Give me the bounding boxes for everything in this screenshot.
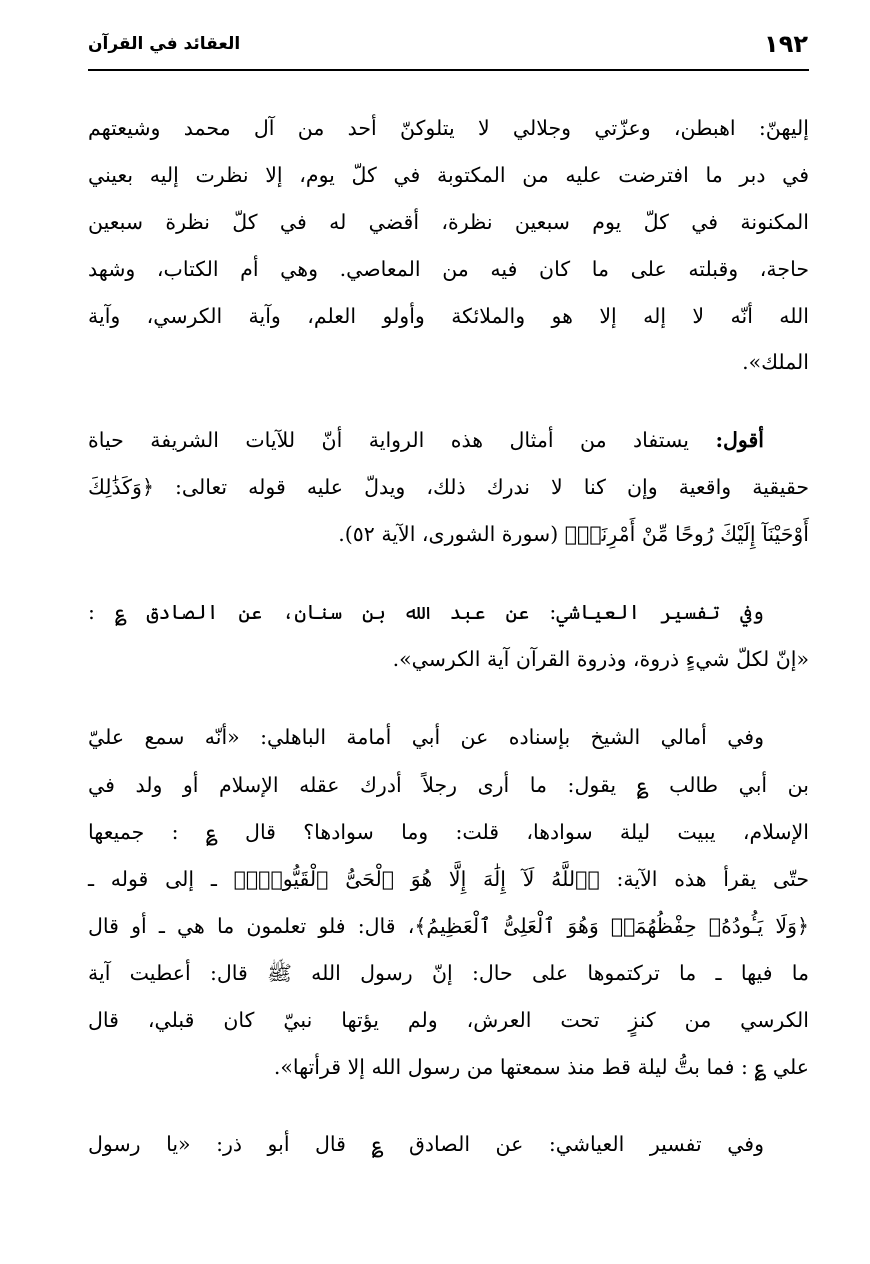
text-line: الله أنّه لا إله إلا هو والملائكة وأولو العلم، وآية الكرسي، وآية xyxy=(88,304,809,328)
text-line: الكرسي من كنزٍ تحت العرش، ولم يؤتها نبيّ كان قبلي، قال xyxy=(88,1008,809,1032)
text-line xyxy=(88,425,764,455)
text-line: إليهنّ: اهبطن، وعزّتي وجلالي لا يتلوكنّ أحد من آل محمد وشيعتهم xyxy=(88,116,809,140)
header-rule xyxy=(88,69,809,71)
text-line: الملك». xyxy=(742,350,809,374)
text-line: وفي تفسير العياشي: عن عبد الله بن سنان، عن الصادق ؏ : xyxy=(88,600,764,624)
running-title: العقائد في القرآن xyxy=(88,34,241,54)
text-line: وفي تفسير العياشي: عن الصادق ؏ قال أبو ذر: «يا رسول xyxy=(88,1132,764,1156)
text-line: حتّى يقرأ هذه الآية: ﴿ٱللَّهُ لَآ إِلَٰهَ إِلَّا هُوَ ٱلْحَىُّ ٱلْقَيُّومُۚ﴾ ـ إلى قوله ـ xyxy=(88,867,809,891)
text-line: علي ؏ : فما بتُّ ليلة قط منذ سمعتها من رسول الله إلا قرأتها». xyxy=(273,1055,809,1079)
text-line: بن أبي طالب ؏ يقول: ما أرى رجلاً أدرك عقله الإسلام أو ولد في xyxy=(88,773,809,797)
text-line: ما فيها ـ ما تركتموها على حال: إنّ رسول الله ﷺ قال: أعطيت آية xyxy=(88,961,809,985)
lead-word: أقول: xyxy=(715,428,764,452)
text-line: أَوْحَيْنَآ إِلَيْكَ رُوحًا مِّنْ أَمْرِنَاۚ﴾ (سورة الشورى، الآية ٥٢). xyxy=(338,522,809,546)
text-span: يستفاد من أمثال هذه الرواية أنّ للآيات الشريفة حياة xyxy=(88,428,716,452)
text-line: حقيقية واقعية وإن كنا لا ندرك ذلك، ويدلّ عليه قوله تعالى: ﴿وَكَذَٰلِكَ xyxy=(88,475,809,499)
text-line: في دبر ما افترضت عليه من المكتوبة في كلّ يوم، إلا نظرت إليه بعيني xyxy=(88,163,809,187)
text-line: «إنّ لكلّ شيءٍ ذروة، وذروة القرآن آية الكرسي». xyxy=(392,647,809,671)
text-line: حاجة، وقبلته على ما كان فيه من المعاصي. وهي أم الكتاب، وشهد xyxy=(88,257,809,281)
text-line: المكنونة في كلّ يوم سبعين نظرة، أقضي له في كلّ نظرة سبعين xyxy=(88,210,809,234)
text-line: وفي أمالي الشيخ بإسناده عن أبي أمامة الباهلي: «أنّه سمع عليّ xyxy=(88,725,764,749)
text-line: الإسلام، يبيت ليلة سوادها، قلت: وما سوادها؟ قال ؏ : جميعها xyxy=(88,820,809,844)
text-line: ﴿وَلَا يَـُٔودُهُۥ حِفْظُهُمَاۚ وَهُوَ ٱلْعَلِىُّ ٱلْعَظِيمُ﴾، قال: فلو تعلمون ما هي ـ أو قال xyxy=(88,914,809,938)
page-number: ١٩٢ xyxy=(764,30,808,58)
